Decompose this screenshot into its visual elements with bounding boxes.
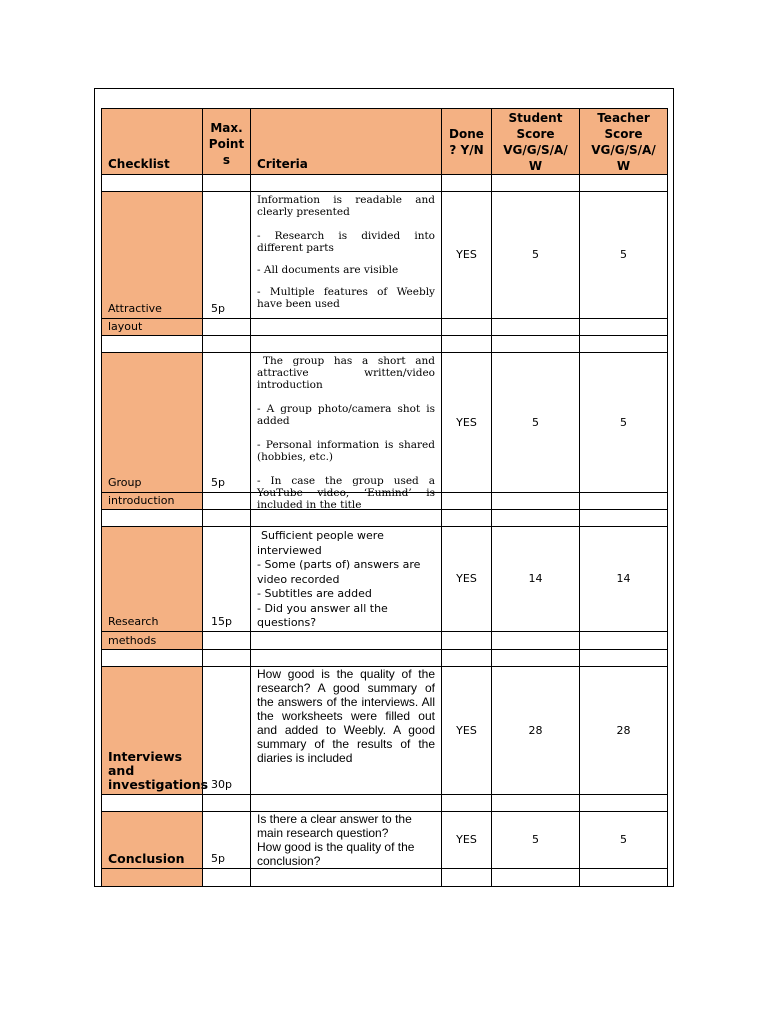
row-done: YES (442, 667, 492, 795)
row-points: 5p (203, 812, 251, 869)
spacer-cell (203, 869, 251, 887)
row-label-research: Research (102, 527, 203, 632)
spacer-cell (492, 650, 580, 667)
spacer-cell (102, 795, 203, 812)
spacer-cell (442, 175, 492, 192)
spacer-cell (102, 650, 203, 667)
row-label-conclusion: Conclusion (102, 812, 203, 869)
row-points: 5p (203, 192, 251, 319)
spacer-cell (251, 493, 442, 510)
criteria-line: - Subtitles are added (257, 587, 372, 600)
criteria-line: - In case the group used a YouTube video, ‘Eumind’ is included in the title (257, 475, 435, 511)
spacer-cell (203, 336, 251, 353)
spacer-cell (492, 175, 580, 192)
row-teacher-score: 5 (580, 353, 668, 493)
spacer-cell (203, 510, 251, 527)
criteria-line: Is there a clear answer to the main research question? (257, 812, 412, 840)
header-max-points: Max. Point s (203, 109, 251, 175)
row-points: 5p (203, 353, 251, 493)
criteria-line: - Personal information is shared (hobbies, etc.) (257, 439, 435, 463)
spacer-cell (580, 493, 668, 510)
spacer-cell (580, 319, 668, 336)
spacer-cell (492, 795, 580, 812)
row-teacher-score: 14 (580, 527, 668, 632)
spacer-cell (102, 336, 203, 353)
row-label-introduction: introduction (102, 493, 203, 510)
spacer-cell (442, 336, 492, 353)
criteria-line: - Research is divided into different parts (257, 230, 435, 254)
spacer-cell (442, 869, 492, 887)
spacer-cell (492, 319, 580, 336)
row-points: 15p (203, 527, 251, 632)
spacer-cell (442, 650, 492, 667)
spacer-cell (580, 336, 668, 353)
spacer-cell (580, 650, 668, 667)
criteria-line: How good is the quality of the conclusion? (257, 840, 415, 868)
row-points: 30p (203, 667, 251, 795)
spacer-cell (102, 175, 203, 192)
header-teacher-score: Teacher Score VG/G/S/A/ W (580, 109, 668, 175)
spacer-cell (442, 319, 492, 336)
spacer-cell (102, 869, 203, 887)
spacer-cell (203, 795, 251, 812)
spacer-cell (442, 510, 492, 527)
spacer-cell (203, 175, 251, 192)
spacer-cell (580, 869, 668, 887)
row-done: YES (442, 812, 492, 869)
row-done: YES (442, 527, 492, 632)
spacer-cell (251, 336, 442, 353)
spacer-cell (442, 493, 492, 510)
criteria-line: Sufficient people were interviewed (257, 529, 384, 557)
row-criteria: How good is the quality of the research? A good summary of the answers of the interviews. All the worksheets were filled out and added to Weebly. A good summary of the results of the diaries is included (251, 667, 442, 795)
criteria-line: - Multiple features of Weebly have been used (257, 286, 435, 310)
spacer-cell (251, 319, 442, 336)
row-label-group: Group (102, 353, 203, 493)
row-teacher-score: 28 (580, 667, 668, 795)
spacer-cell (203, 650, 251, 667)
row-teacher-score: 5 (580, 812, 668, 869)
criteria-line: - A group photo/camera shot is added (257, 403, 435, 427)
spacer-cell (492, 869, 580, 887)
spacer-cell (442, 795, 492, 812)
spacer-cell (492, 632, 580, 650)
spacer-cell (251, 650, 442, 667)
header-checklist: Checklist (102, 109, 203, 175)
spacer-cell (251, 175, 442, 192)
spacer-cell (442, 632, 492, 650)
row-student-score: 5 (492, 812, 580, 869)
spacer-cell (102, 510, 203, 527)
spacer-cell (203, 632, 251, 650)
spacer-cell (580, 795, 668, 812)
criteria-line: The group has a short and attractive written/video introduction (257, 355, 435, 391)
criteria-line: - All documents are visible (257, 264, 399, 276)
criteria-line: - Did you answer all the questions? (257, 601, 388, 629)
spacer-cell (492, 336, 580, 353)
row-student-score: 28 (492, 667, 580, 795)
row-criteria (251, 527, 442, 632)
criteria-line: Information is readable and clearly presented (257, 194, 435, 218)
header-done: Done ? Y/N (442, 109, 492, 175)
header-criteria: Criteria (251, 109, 442, 175)
row-criteria (251, 192, 442, 319)
spacer-cell (203, 319, 251, 336)
row-student-score: 5 (492, 192, 580, 319)
row-student-score: 14 (492, 527, 580, 632)
row-label-attractive: Attractive (102, 192, 203, 319)
spacer-cell (492, 510, 580, 527)
row-student-score: 5 (492, 353, 580, 493)
spacer-cell (251, 510, 442, 527)
row-done: YES (442, 192, 492, 319)
criteria-line: - Some (parts of) answers are video recorded (257, 558, 421, 586)
row-label-layout: layout (102, 319, 203, 336)
header-student-score: Student Score VG/G/S/A/ W (492, 109, 580, 175)
spacer-cell (203, 493, 251, 510)
row-teacher-score: 5 (580, 192, 668, 319)
row-done: YES (442, 353, 492, 493)
row-label-methods: methods (102, 632, 203, 650)
spacer-cell (580, 510, 668, 527)
spacer-cell (492, 493, 580, 510)
spacer-cell (251, 632, 442, 650)
spacer-cell (580, 175, 668, 192)
spacer-cell (580, 632, 668, 650)
spacer-cell (251, 869, 442, 887)
row-label-interviews: Interviews and investigations (102, 667, 203, 795)
spacer-cell (251, 795, 442, 812)
row-criteria (251, 812, 442, 869)
row-criteria (251, 353, 442, 511)
